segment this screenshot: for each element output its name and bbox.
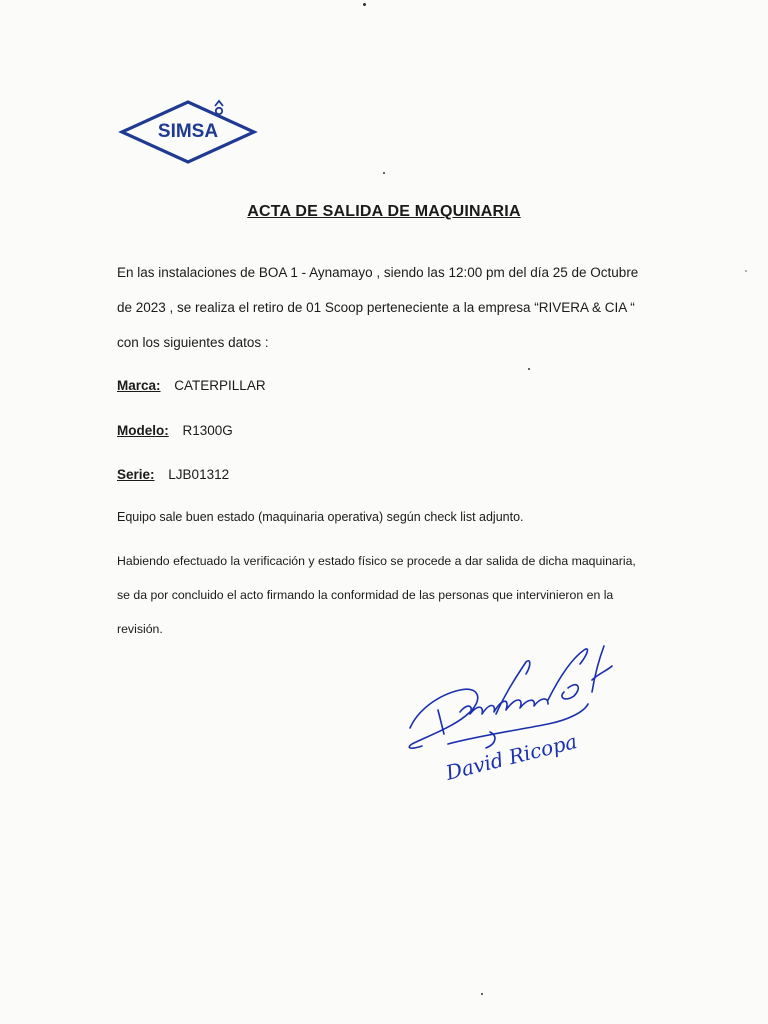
closing-line: revisión. — [117, 622, 163, 636]
handwritten-signature — [398, 640, 628, 800]
intro-line: En las instalaciones de BOA 1 - Aynamayo , siendo las 12:00 pm del día 25 de Octubre — [117, 265, 639, 280]
field-serie — [117, 467, 229, 482]
intro-line: con los siguientes datos : — [117, 335, 269, 350]
closing-line: Habiendo efectuado la verificación y estado físico se procede a dar salida de dicha maquinaria, — [117, 554, 636, 568]
field-modelo — [117, 423, 233, 438]
paper-speck — [745, 270, 747, 272]
document-title: ACTA DE SALIDA DE MAQUINARIA — [247, 203, 521, 220]
signature-name: David Ricopa — [443, 729, 580, 785]
closing-paragraph — [117, 544, 677, 646]
field-marca — [117, 378, 266, 393]
field-value: CATERPILLAR — [174, 378, 266, 393]
paper-speck — [528, 368, 530, 370]
logo-text: SIMSA — [157, 121, 219, 142]
field-value: R1300G — [182, 423, 233, 438]
field-label: Serie: — [117, 467, 155, 482]
closing-line: se da por concluido el acto firmando la conformidad de las personas que intervinieron en la — [117, 588, 614, 602]
intro-paragraph — [117, 255, 677, 360]
equipment-note: Equipo sale buen estado (maquinaria operativa) según check list adjunto. — [117, 510, 524, 524]
field-label: Marca: — [117, 378, 161, 393]
intro-line: de 2023 , se realiza el retiro de 01 Scoop perteneciente a la empresa “RIVERA & CIA “ — [117, 300, 635, 315]
field-value: LJB01312 — [168, 467, 230, 482]
paper-speck — [481, 993, 483, 995]
paper-speck — [363, 3, 366, 6]
paper-speck — [383, 172, 385, 174]
simsa-logo — [118, 96, 258, 168]
field-label: Modelo: — [117, 423, 169, 438]
